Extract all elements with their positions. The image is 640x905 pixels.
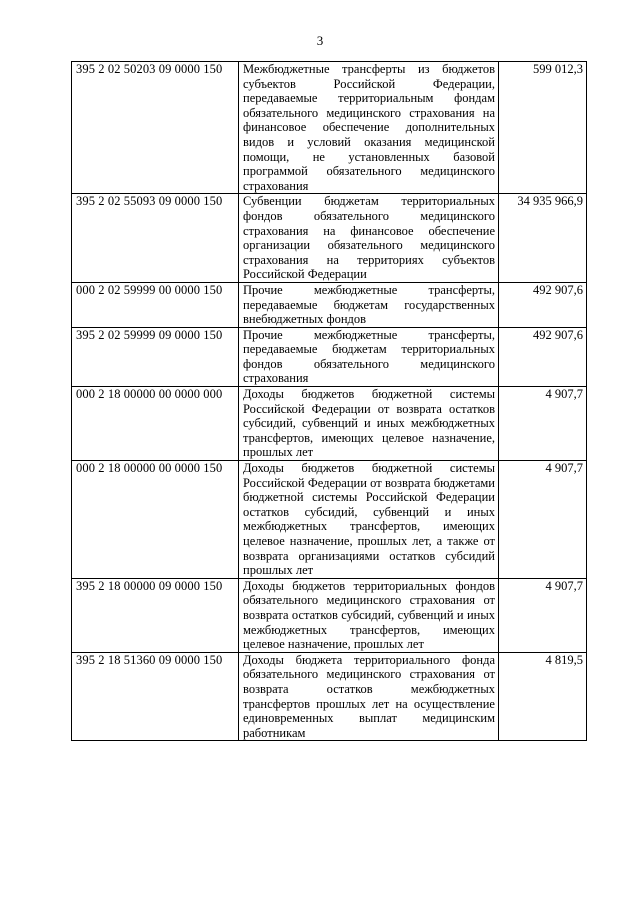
table-row [72, 327, 587, 386]
budget-classification-code: 000 2 18 00000 00 0000 150 [72, 461, 239, 579]
revenue-item-name: Доходы бюджетов бюджетной системы Российской Федерации от возврата остатков субсидий, субвенций и иных межбюджетных трансфертов, имеющих целевое назначение, прошлых лет [239, 387, 499, 461]
budget-classification-code: 000 2 18 00000 00 0000 000 [72, 387, 239, 461]
revenue-item-name: Прочие межбюджетные трансферты, передаваемые бюджетам государственных внебюджетных фондов [239, 282, 499, 327]
table-row [72, 461, 587, 579]
revenue-item-name: Доходы бюджета территориального фонда обязательного медицинского страхования от возврата остатков межбюджетных трансфертов прошлых лет на осуществление единовременных выплат медицинским работникам [239, 652, 499, 741]
revenue-item-name: Прочие межбюджетные трансферты, передаваемые бюджетам территориальных фондов обязательного медицинского страхования [239, 327, 499, 386]
revenue-amount: 492 907,6 [499, 327, 587, 386]
revenue-amount: 492 907,6 [499, 282, 587, 327]
budget-classification-code: 395 2 02 59999 09 0000 150 [72, 327, 239, 386]
budget-classification-code: 395 2 02 55093 09 0000 150 [72, 194, 239, 283]
revenue-amount: 599 012,3 [499, 62, 587, 194]
table-row [72, 578, 587, 652]
budget-classification-code: 395 2 18 51360 09 0000 150 [72, 652, 239, 741]
revenue-amount: 4 907,7 [499, 461, 587, 579]
revenue-amount: 4 819,5 [499, 652, 587, 741]
revenue-item-name: Доходы бюджетов территориальных фондов обязательного медицинского страхования от возврата остатков субсидий, субвенций и иных межбюджетных трансфертов, имеющих целевое назначение, прошлых лет [239, 578, 499, 652]
table-row [72, 62, 587, 194]
revenue-amount: 4 907,7 [499, 387, 587, 461]
page-number: 3 [316, 33, 324, 48]
revenue-amount: 34 935 966,9 [499, 194, 587, 283]
budget-classification-code: 395 2 02 50203 09 0000 150 [72, 62, 239, 194]
table-row [72, 194, 587, 283]
revenue-amount: 4 907,7 [499, 578, 587, 652]
table-row [72, 282, 587, 327]
revenue-item-name: Межбюджетные трансферты из бюджетов субъектов Российской Федерации, передаваемые территориальным фондам обязательного медицинского страхования на финансовое обеспечение дополнительных видов и условий оказания медицинской помощи, не установленных базовой программой обязательного медицинского страхования [239, 62, 499, 194]
table-row [72, 387, 587, 461]
revenue-item-name: Доходы бюджетов бюджетной системы Российской Федерации от возврата бюджетами бюджетной системы Российской Федерации остатков субсидий, субвенций и иных межбюджетных трансфертов, имеющих целевое назначение, прошлых лет, а также от возврата организациями остатков субсидий прошлых лет [239, 461, 499, 579]
budget-classification-code: 395 2 18 00000 09 0000 150 [72, 578, 239, 652]
budget-classification-code: 000 2 02 59999 00 0000 150 [72, 282, 239, 327]
budget-revenue-table [71, 61, 587, 741]
table-row [72, 652, 587, 741]
revenue-item-name: Субвенции бюджетам территориальных фондов обязательного медицинского страхования на финансовое обеспечение организации обязательного медицинского страхования на территориях субъектов Российской Федерации [239, 194, 499, 283]
